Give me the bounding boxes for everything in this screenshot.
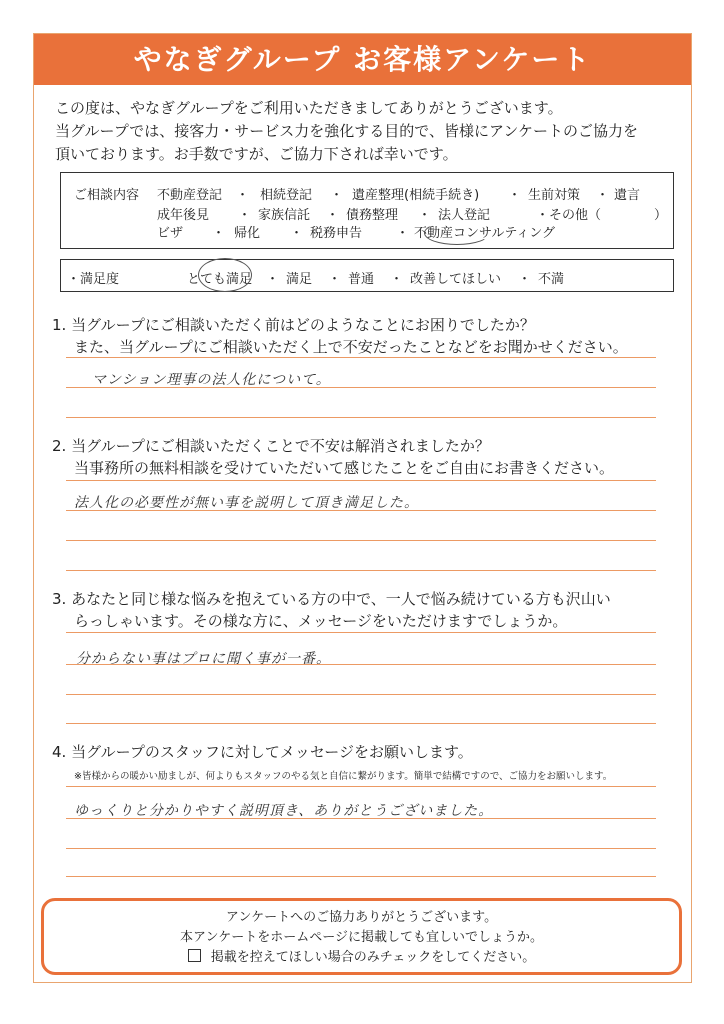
separator: ・: [238, 208, 252, 223]
option-other[interactable]: ・その他（: [536, 208, 602, 223]
footer-thanks: アンケートへのご協力ありがとうございます。: [225, 910, 498, 925]
separator: ・: [328, 272, 342, 287]
question-4: [52, 741, 473, 763]
satisfaction-label: ・満足度: [67, 272, 120, 287]
option-adult-guardianship[interactable]: 成年後見: [157, 208, 210, 223]
footer-box: [41, 898, 682, 975]
consultation-label: ご相談内容: [74, 188, 140, 203]
question-3: [52, 588, 611, 632]
selection-mark: [198, 258, 252, 292]
option-dissatisfied[interactable]: 不満: [538, 272, 565, 287]
separator: ・: [326, 208, 340, 223]
answer-2-handwriting: 法人化の必要性が無い事を説明して頂き満足した。: [74, 495, 419, 511]
question-text: 3. あなたと同じ様な悩みを抱えている方の中で、一人で悩み続けている方も沢山い: [52, 590, 611, 608]
selection-mark: [424, 221, 490, 245]
option-debt-settlement[interactable]: 債務整理: [346, 208, 399, 223]
question-1: [52, 314, 628, 358]
answer-rule: [66, 540, 656, 541]
option-other-close: ）: [654, 208, 668, 223]
separator: ・: [508, 188, 522, 203]
answer-rule: [66, 818, 656, 819]
answer-rule: [66, 632, 656, 633]
option-inheritance-registration[interactable]: 相続登記: [260, 188, 313, 203]
separator: ・: [390, 272, 404, 287]
option-will[interactable]: 遺言: [614, 188, 641, 203]
option-estate-settlement[interactable]: 遺産整理(相続手続き): [352, 188, 480, 203]
question-2: [52, 435, 614, 479]
answer-rule: [66, 723, 656, 724]
answer-rule: [66, 510, 656, 511]
question-text: また、当グループにご相談いただく上で不安だったことなどをお聞かせください。: [74, 338, 628, 356]
question-text: 4. 当グループのスタッフに対してメッセージをお願いします。: [52, 743, 473, 761]
question-text: らっしゃいます。その様な方に、メッセージをいただけますでしょうか。: [74, 612, 568, 630]
answer-rule: [66, 570, 656, 571]
survey-title: やなぎグループ お客様アンケート: [34, 34, 691, 85]
option-visa[interactable]: ビザ: [157, 226, 184, 241]
intro-line: 頂いております。お手数ですが、ご協力下されば幸いです。: [55, 145, 458, 163]
answer-rule: [66, 387, 656, 388]
intro-line: この度は、やなぎグループをご利用いただきましてありがとうございます。: [55, 99, 563, 117]
separator: ・: [418, 208, 432, 223]
option-family-trust[interactable]: 家族信託: [258, 208, 311, 223]
separator: ・: [266, 272, 280, 287]
answer-rule: [66, 480, 656, 481]
answer-rule: [66, 664, 656, 665]
separator: ・: [236, 188, 250, 203]
option-tax-return[interactable]: 税務申告: [310, 226, 363, 241]
option-pre-death-planning[interactable]: 生前対策: [528, 188, 581, 203]
option-real-estate-consulting[interactable]: 不動産コンサルティング: [414, 226, 556, 241]
question-text: 2. 当グループにご相談いただくことで不安は解消されましたか？: [52, 437, 490, 455]
answer-3-handwriting: 分からない事はプロに聞く事が一番。: [76, 651, 331, 667]
footer-question: 本アンケートをホームページに掲載しても宜しいでしょうか。: [180, 930, 543, 945]
answer-rule: [66, 417, 656, 418]
option-corporate-registration[interactable]: 法人登記: [438, 208, 491, 223]
option-satisfied[interactable]: 満足: [286, 272, 313, 287]
option-needs-improvement[interactable]: 改善してほしい: [410, 272, 502, 287]
question-4-note: ※皆様からの暖かい励ましが、何よりもスタッフのやる気と自信に繋がります。簡単で結構ですので、ご協力をお願いします。: [74, 771, 613, 782]
footer-check-row: [44, 948, 679, 968]
separator: ・: [518, 272, 532, 287]
answer-rule: [66, 694, 656, 695]
option-naturalization[interactable]: 帰化: [234, 226, 261, 241]
separator: ・: [396, 226, 410, 241]
no-publish-checkbox[interactable]: [188, 949, 201, 962]
question-text: 1. 当グループにご相談いただく前はどのようなことにお困りでしたか？: [52, 316, 535, 334]
answer-rule: [66, 786, 656, 787]
separator: ・: [212, 226, 226, 241]
intro-line: 当グループでは、接客力・サービス力を強化する目的で、皆様にアンケートのご協力を: [55, 122, 639, 140]
answer-4-handwriting: ゆっくりと分かりやすく説明頂き、ありがとうございました。: [74, 803, 494, 819]
answer-1-handwriting: マンション理事の法人化について。: [92, 372, 331, 388]
question-text: 当事務所の無料相談を受けていただいて感じたことをご自由にお書きください。: [74, 459, 615, 477]
option-neutral[interactable]: 普通: [348, 272, 375, 287]
option-very-satisfied[interactable]: とても満足: [187, 272, 253, 287]
option-real-estate-registration[interactable]: 不動産登記: [157, 188, 223, 203]
separator: ・: [290, 226, 304, 241]
answer-rule: [66, 848, 656, 849]
separator: ・: [330, 188, 344, 203]
no-publish-label: 掲載を控えてほしい場合のみチェックをしてください。: [210, 950, 536, 965]
separator: ・: [596, 188, 610, 203]
answer-rule: [66, 876, 656, 877]
intro-text: [55, 97, 685, 166]
answer-rule: [66, 357, 656, 358]
